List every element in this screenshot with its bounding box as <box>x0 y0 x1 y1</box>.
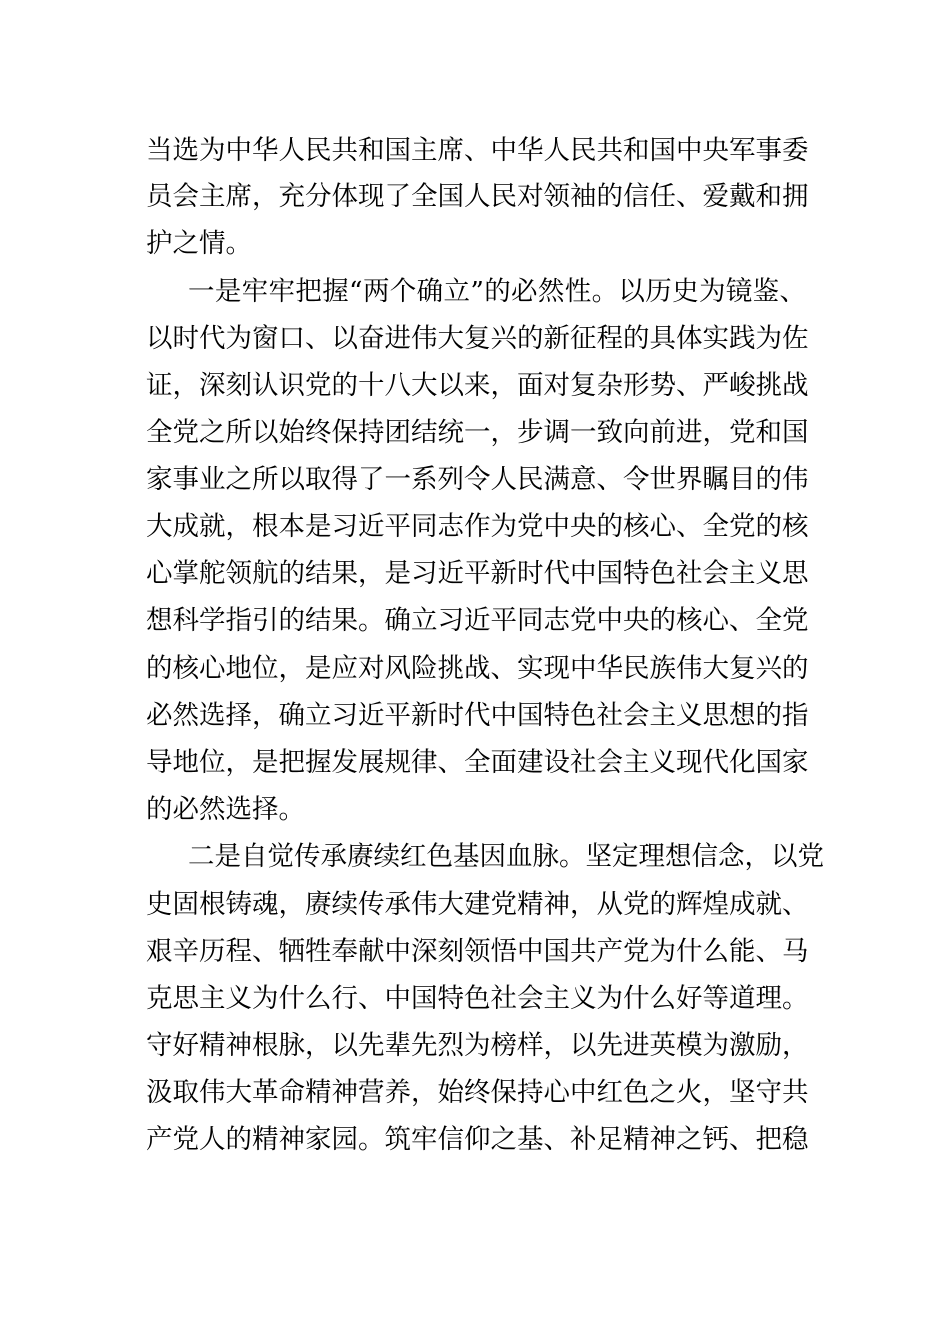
text-line: 以时代为窗口、以奋进伟大复兴的新征程的具体实践为佐 <box>146 323 809 354</box>
text-line: 当选为中华人民共和国主席、中华人民共和国中央军事委 <box>146 135 809 166</box>
text-line: 汲取伟大革命精神营养，始终保持心中红色之火，坚守共 <box>146 1077 809 1108</box>
text-line: 克思主义为什么行、中国特色社会主义为什么好等道理。 <box>146 983 809 1014</box>
text-line: 导地位，是把握发展规律、全面建设社会主义现代化国家 <box>146 747 809 778</box>
text-line: 全党之所以始终保持团结统一，步调一致向前进，党和国 <box>146 417 809 448</box>
text-line: 家事业之所以取得了一系列令人民满意、令世界瞩目的伟 <box>146 464 809 495</box>
text-line: 产党人的精神家园。筑牢信仰之基、补足精神之钙、把稳 <box>146 1124 809 1155</box>
text-line: 的核心地位，是应对风险挑战、实现中华民族伟大复兴的 <box>146 653 809 684</box>
paragraph-start-line: 一是牢牢把握“两个确立”的必然性。以历史为镜鉴、 <box>188 276 806 307</box>
text-line: 心掌舵领航的结果，是习近平新时代中国特色社会主义思 <box>146 558 809 589</box>
text-line: 守好精神根脉，以先辈先烈为榜样，以先进英模为激励， <box>146 1030 809 1061</box>
text-line: 想科学指引的结果。确立习近平同志党中央的核心、全党 <box>146 605 809 636</box>
text-line: 护之情。 <box>146 228 252 259</box>
text-line: 艰辛历程、牺牲奉献中深刻领悟中国共产党为什么能、马 <box>146 936 809 967</box>
text-line: 证，深刻认识党的十八大以来，面对复杂形势、严峻挑战 <box>146 370 809 401</box>
paragraph-start-line: 二是自觉传承赓续红色基因血脉。坚定理想信念，以党 <box>188 841 824 872</box>
text-line: 史固根铸魂，赓续传承伟大建党精神，从党的辉煌成就、 <box>146 889 809 920</box>
text-line: 必然选择，确立习近平新时代中国特色社会主义思想的指 <box>146 700 809 731</box>
text-line: 员会主席，充分体现了全国人民对领袖的信任、爱戴和拥 <box>146 181 809 212</box>
text-line: 大成就，根本是习近平同志作为党中央的核心、全党的核 <box>146 511 809 542</box>
text-line: 的必然选择。 <box>146 794 305 825</box>
